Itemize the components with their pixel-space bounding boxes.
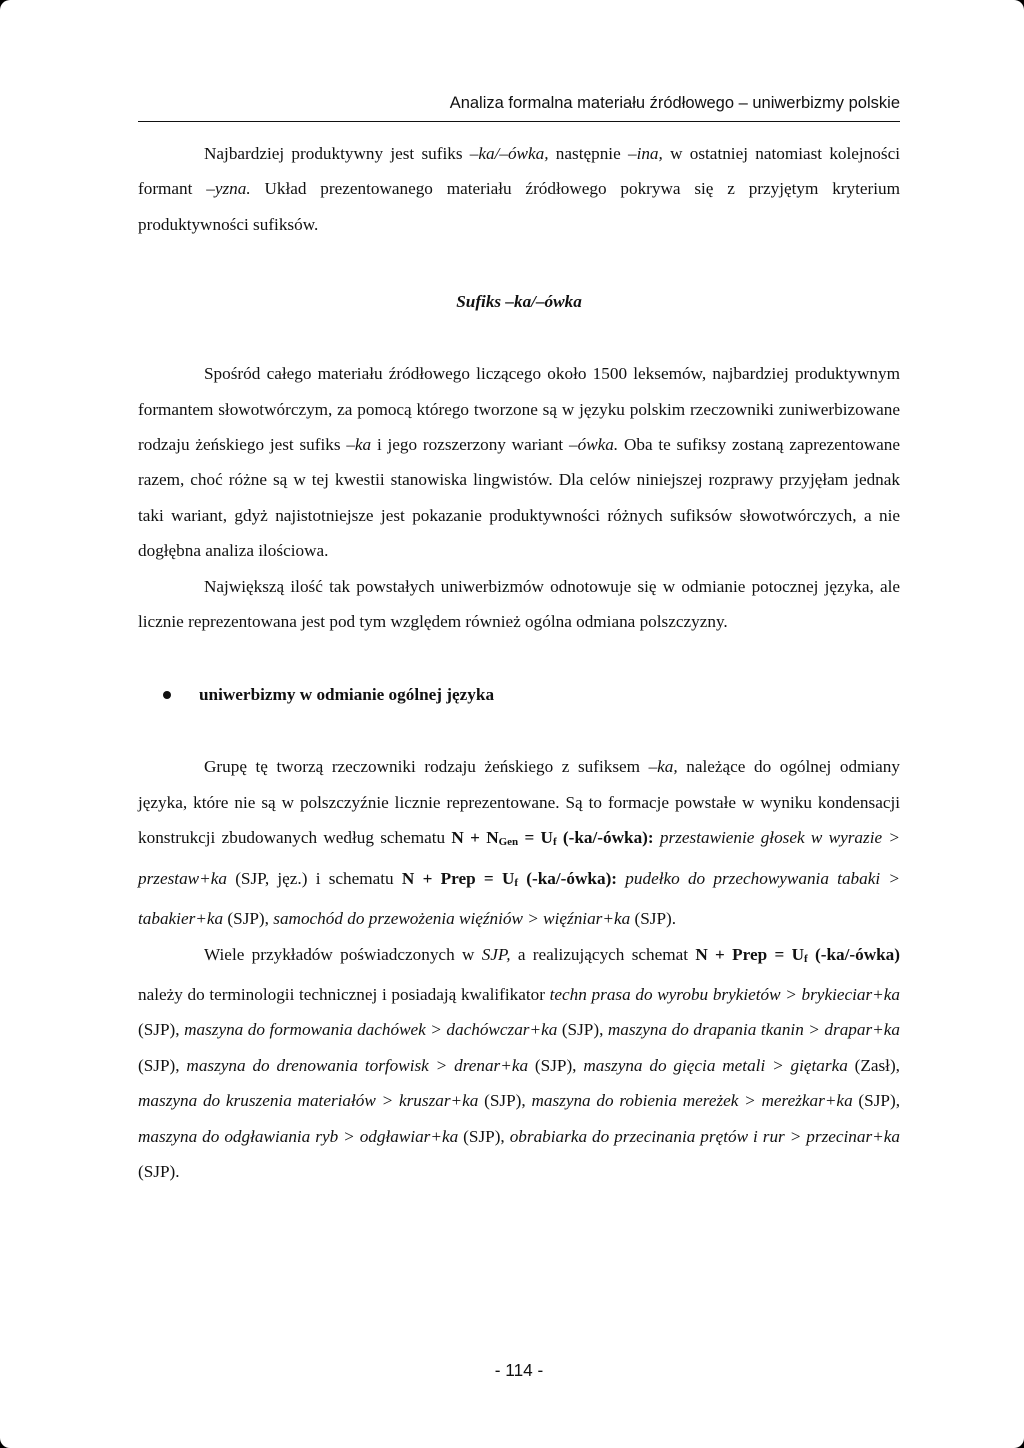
bullet-heading-text: uniwerbizmy w odmianie ogólnej języka [199,685,495,705]
section-title: Sufiks –ka/–ówka [456,292,582,312]
intro-paragraph: Najbardziej produktywny jest sufiks –ka/–ówka, następnie –ina, w ostatniej natomiast kolejności formant –yzna. Układ prezentowanego materiału źródłowego pokrywa się z przyjętym kryterium produktywności sufiksów. [138,144,900,234]
page-content [138,136,900,1189]
header-rule [138,121,900,122]
body-paragraph-3: Grupę tę tworzą rzeczowniki rodzaju żeńskiego z sufiksem –ka, należące do ogólnej odmiany języka, które nie są w polszczyźnie licznie reprezentowane. Są to formacje powstałe w wyniku kondensacji konstrukcji zbudowanych według schematu $N + N_{Gen} = U_f$ (-ka/-ówka): przestawienie głosek w wyrazie > przestaw+ka (SJP, jęz.) i schematu N + Prep = $U_f$ (-ka/-ówka): pudełko do przechowywania tabaki > tabakier+ka (SJP), samochód do przewożenia więźniów > więźniar+ka (SJP). [138,757,901,929]
page-number: - 114 - [494,1360,544,1380]
bullet-heading [138,683,900,707]
body-paragraph-1: Spośród całego materiału źródłowego liczącego około 1500 leksemów, najbardziej produktywnym formantem słowotwórczym, za pomocą którego tworzone są w języku polskim rzeczowniki zuniwerbizowane rodzaju żeńskiego jest sufiks –ka i jego rozszerzony wariant –ówka. Oba te sufiksy zostaną zaprezentowane razem, choć różne są w tej kwestii stanowiska lingwistów. Dla celów niniejszej rozprawy przyjęłam jednak taki wariant, gdyż najistotniejsze jest pokazanie produktywności różnych sufiksów słowotwórczych, a nie dogłębna analiza ilościowa. [138,364,900,561]
body-paragraph-4: Wiele przykładów poświadczonych w SJP, a realizujących schemat N + Prep = $U_f$ (-ka/-ówka) należy do terminologii technicznej i posiadają kwalifikator techn prasa do wyrobu brykietów > brykieciar+ka (SJP), maszyna do formowania dachówek > dachówczar+ka (SJP), maszyna do drapania tkanin > drapar+ka (SJP), maszyna do drenowania torfowisk > drenar+ka (SJP), maszyna do gięcia metali > giętarka (Zasł), maszyna do kruszenia materiałów > kruszar+ka (SJP), maszyna do robienia mereżek > mereżkar+ka (SJP), maszyna do odgławiania ryb > odgławiar+ka (SJP), obrabiarka do przecinania prętów i rur > przecinar+ka (SJP). [138,944,900,1181]
body-paragraph-2: Największą ilość tak powstałych uniwerbizmów odnotowuje się w odmianie potocznej języka, ale licznie reprezentowana jest pod tym względem również ogólna odmiana polszczyzny. [138,576,900,632]
running-header: Analiza formalna materiału źródłowego – uniwerbizmy polskie [449,94,900,112]
bullet-icon [163,691,171,699]
